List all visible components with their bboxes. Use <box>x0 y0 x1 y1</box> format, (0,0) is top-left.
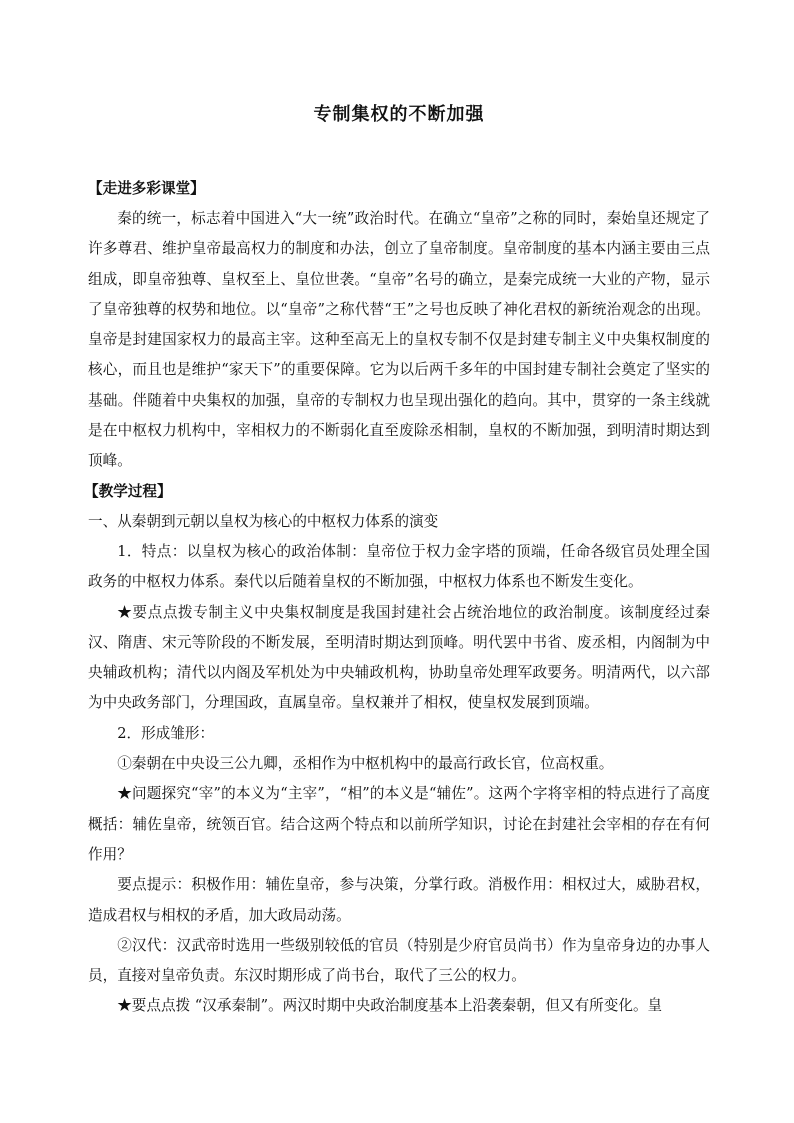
document-title: 专制集权的不断加强 <box>313 104 485 125</box>
intro-paragraph: 秦的统一，标志着中国进入“大一统”政治时代。在确立“皇帝”之称的同时，秦始皇还规定了许多尊君、维护皇帝最高权力的制度和办法，创立了皇帝制度。皇帝制度的基本内涵主要由三点组成，即皇帝独尊、皇权至上、皇位世袭。“皇帝”名号的确立，是秦完成统一大业的产物，显示了皇帝独尊的权势和地位。以“皇帝”之称代替“王”之号也反映了神化君权的新统治观念的出现。皇帝是封建国家权力的最高主宰。这种至高无上的皇权专制不仅是封建专制主义中央集权制度的核心，而且也是维护“家天下”的重要保障。它为以后两千多年的中国封建专制社会奠定了坚实的基础。伴随着中央集权的加强，皇帝的专制权力也呈现出强化的趋向。其中，贯穿的一条主线就是在中枢权力机构中，宰相权力的不断弱化直至废除丞相制，皇权的不断加强，到明清时期达到顶峰。 <box>88 210 710 470</box>
subheading-central-power: 一、从秦朝到元朝以皇权为核心的中枢权力体系的演变 <box>88 512 439 530</box>
paragraph-characteristics: 1．特点：以皇权为核心的政治体制：皇帝位于权力金字塔的顶端，任命各级官员处理全国政务的中枢权力体系。秦代以后随着皇权的不断加强，中枢权力体系也不断发生变化。 <box>88 542 710 591</box>
paragraph-formation: 2．形成雏形： <box>117 724 215 742</box>
paragraph-key-point-1: ★要点点拨专制主义中央集权制度是我国封建社会占统治地位的政治制度。该制度经过秦汉、隋唐、宋元等阶段的不断发展，至明清时期达到顶峰。明代罢中书省、废丞相，内阁制为中央辅政机构；清代以内阁及军机处为中央辅政机构，协助皇帝处理军政要务。明清两代，以六部为中央政务部门，分理国政，直属皇帝。皇权兼并了相权，使皇权发展到顶端。 <box>88 603 710 712</box>
document-page <box>84 100 710 1022</box>
section-heading-teaching-process: 【教学过程】 <box>84 482 172 500</box>
section-heading-classroom: 【走进多彩课堂】 <box>88 180 205 197</box>
paragraph-han-dynasty: ②汉代：汉武帝时选用一些级别较低的官员（特别是少府官员尚书）作为皇帝身边的办事人员，直接对皇帝负责。东汉时期形成了尚书台，取代了三公的权力。 <box>88 936 710 985</box>
paragraph-question-inquiry: ★问题探究“宰”的本义为“主宰”，“相”的本义是“辅佐”。这两个字将宰相的特点进行了高度概括：辅佐皇帝，统领百官。结合这两个特点和以前所学知识，讨论在封建社会宰相的存在有何作用？ <box>88 785 710 863</box>
paragraph-key-point-2: ★要点点拨 “汉承秦制”。两汉时期中央政治制度基本上沿袭秦朝，但又有所变化。皇 <box>117 997 663 1015</box>
paragraph-qin-dynasty: ①秦朝在中央设三公九卿，丞相作为中枢机构中的最高行政长官，位高权重。 <box>117 755 614 773</box>
paragraph-hint: 要点提示：积极作用：辅佐皇帝，参与决策，分掌行政。消极作用：相权过大，威胁君权，造成君权与相权的矛盾，加大政局动荡。 <box>88 876 710 924</box>
